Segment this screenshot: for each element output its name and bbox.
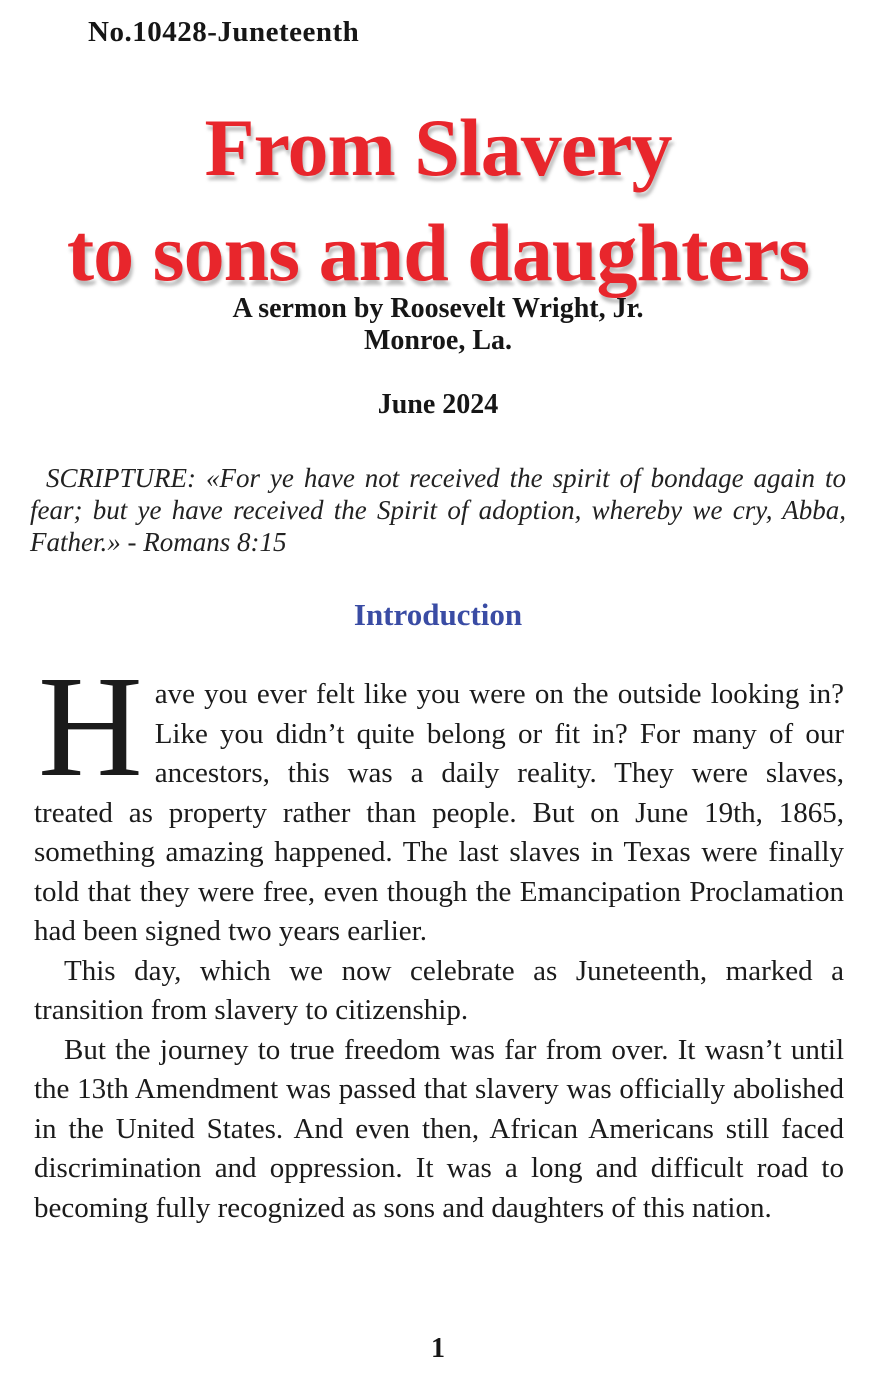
scripture-quote: SCRIPTURE: «For ye have not received the spirit of bondage again to fear; but ye have received the Spirit of adoption, whereby we cry, Abba, Father.» - Romans 8:15	[30, 463, 846, 557]
drop-cap: H	[38, 647, 143, 807]
paragraph-1	[34, 647, 844, 952]
main-title	[0, 95, 876, 305]
byline: A sermon by Roosevelt Wright, Jr.	[232, 293, 644, 324]
page-number: 1	[431, 1333, 445, 1364]
paragraph-2: This day, which we now celebrate as Juneteenth, marked a transition from slavery to citizenship.	[34, 954, 844, 1026]
main-title-line2: to sons and daughters	[66, 207, 810, 298]
main-title-line1: From Slavery	[204, 102, 672, 193]
date-line: June 2024	[377, 389, 499, 420]
body-text	[34, 647, 844, 1228]
paragraph-3: But the journey to true freedom was far from over. It wasn’t until the 13th Amendment was passed that slavery was officially abolished in the United States. And even then, African Americans still faced discrimination and oppression. It was a long and difficult road to becoming fully recognized as sons and daughters of this nation.	[34, 1033, 844, 1224]
paragraph-1-text: ave you ever felt like you were on the outside looking in? Like you didn’t quite belong or fit in? For many of our ancestors, this was a daily reality. They were slaves, treated as property rather than people. But on June 19th, 1865, something amazing happened. The last slaves in Texas were finally told that they were free, even though the Emancipation Proclamation had been signed two years earlier.	[34, 678, 844, 947]
issue-label: No.10428-Juneteenth	[88, 16, 360, 48]
location: Monroe, La.	[363, 325, 513, 356]
byline-block	[0, 293, 876, 357]
section-heading-introduction: Introduction	[353, 597, 523, 632]
